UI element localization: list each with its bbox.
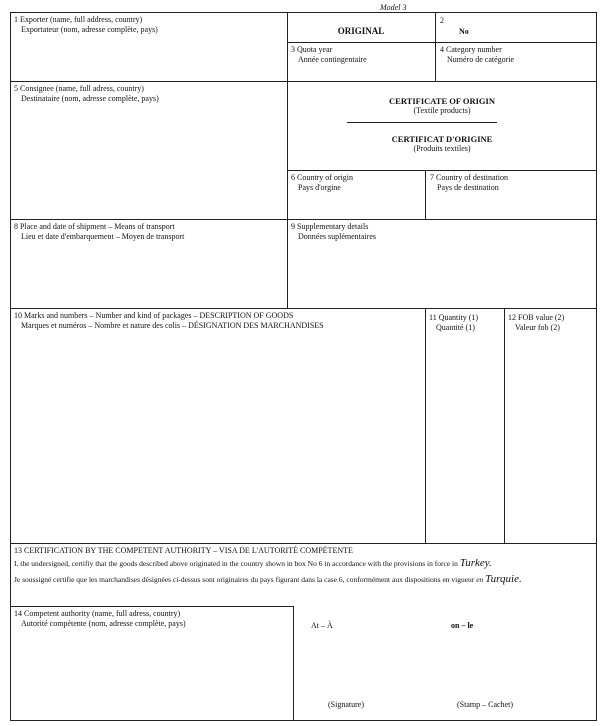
model-label: Model 3 xyxy=(380,3,407,12)
signature-label: (Signature) xyxy=(328,700,364,709)
box4-label-fr: Numéro de catégorie xyxy=(447,55,515,64)
stamp-label: (Stamp – Cachet) xyxy=(457,700,513,709)
box7-label-fr: Pays de destination xyxy=(437,183,499,192)
box3-label-en: 3 Quota year xyxy=(291,45,333,54)
box2-label: No xyxy=(459,27,469,36)
box13-text-en xyxy=(14,558,492,569)
certificate-title-en: CERTIFICATE OF ORIGIN xyxy=(389,96,495,106)
box13-country-en: Turkey. xyxy=(459,557,492,569)
box14-label-fr: Autorité compétente (nom, adresse complète, pays) xyxy=(21,619,186,628)
certificate-title-fr: CERTIFICAT D'ORIGINE xyxy=(391,134,493,144)
box4-label-en: 4 Category number xyxy=(440,45,502,54)
box14-label-en: 14 Competent authority (name, full adress, country) xyxy=(14,609,181,618)
box9-label-en: 9 Supplementary details xyxy=(291,222,369,231)
box11-label-fr: Quantité (1) xyxy=(436,323,475,332)
box13-label: 13 CERTIFICATION BY THE COMPETENT AUTHORITY – VISA DE L'AUTORITÉ COMPÉTENTE xyxy=(14,546,353,555)
box13-country-fr: Turquie. xyxy=(485,573,522,585)
box11-label-en: 11 Quantity (1) xyxy=(429,313,479,322)
box6-label-fr: Pays d'orgine xyxy=(298,183,341,192)
box10-label-fr: Marques et numéros – Nombre et nature des colis – DÉSIGNATION DES MARCHANDISES xyxy=(21,321,324,330)
box6-label-en: 6 Country of origin xyxy=(291,173,353,182)
box12-label-en: 12 FOB value (2) xyxy=(508,313,565,322)
box12-label-fr: Valeur fob (2) xyxy=(515,323,560,332)
box7-label-en: 7 Country of destination xyxy=(430,173,508,182)
box13-text-fr-body: Je soussigné certifie que les marchandises désignées ci-dessus sont originaires du pays figurant dans la case 6, conformément aux dispositions en vigueur xyxy=(14,575,475,584)
certificate-subtitle-en: (Textile products) xyxy=(413,106,471,115)
certificate-divider xyxy=(347,122,497,123)
box13-en-word: en xyxy=(476,575,484,584)
box13-text-fr xyxy=(14,574,522,585)
box5-label-fr: Destinataire (nom, adresse complète, pays) xyxy=(21,94,159,103)
box13-text-en-body: I, the undersigned, certifiy that the goods described above originated in the country shown in box No 6 in accordance with the provisions in force in xyxy=(14,559,458,568)
box1-label-en: 1 Exporter (name, full address, country) xyxy=(14,15,143,24)
certificate-subtitle-fr: (Produits textiles) xyxy=(413,144,471,153)
box3-label-fr: Année contingentaire xyxy=(298,55,367,64)
box9-label-fr: Données suplémentaires xyxy=(298,232,376,241)
original-title: ORIGINAL xyxy=(337,26,385,36)
box1-label-fr: Exportateur (nom, adresse complète, pays) xyxy=(21,25,158,34)
box8-label-fr: Lieu et date d'embarquement – Moyen de transport xyxy=(21,232,185,241)
at-label: At – À xyxy=(311,621,333,630)
box10-label-en: 10 Marks and numbers – Number and kind of packages – DESCRIPTION OF GOODS xyxy=(14,311,294,320)
on-label: on – le xyxy=(451,621,474,630)
box8-label-en: 8 Place and date of shipment – Means of transport xyxy=(14,222,175,231)
box5-label-en: 5 Consignee (name, full adress, country) xyxy=(14,84,144,93)
box2-number: 2 xyxy=(440,16,444,25)
